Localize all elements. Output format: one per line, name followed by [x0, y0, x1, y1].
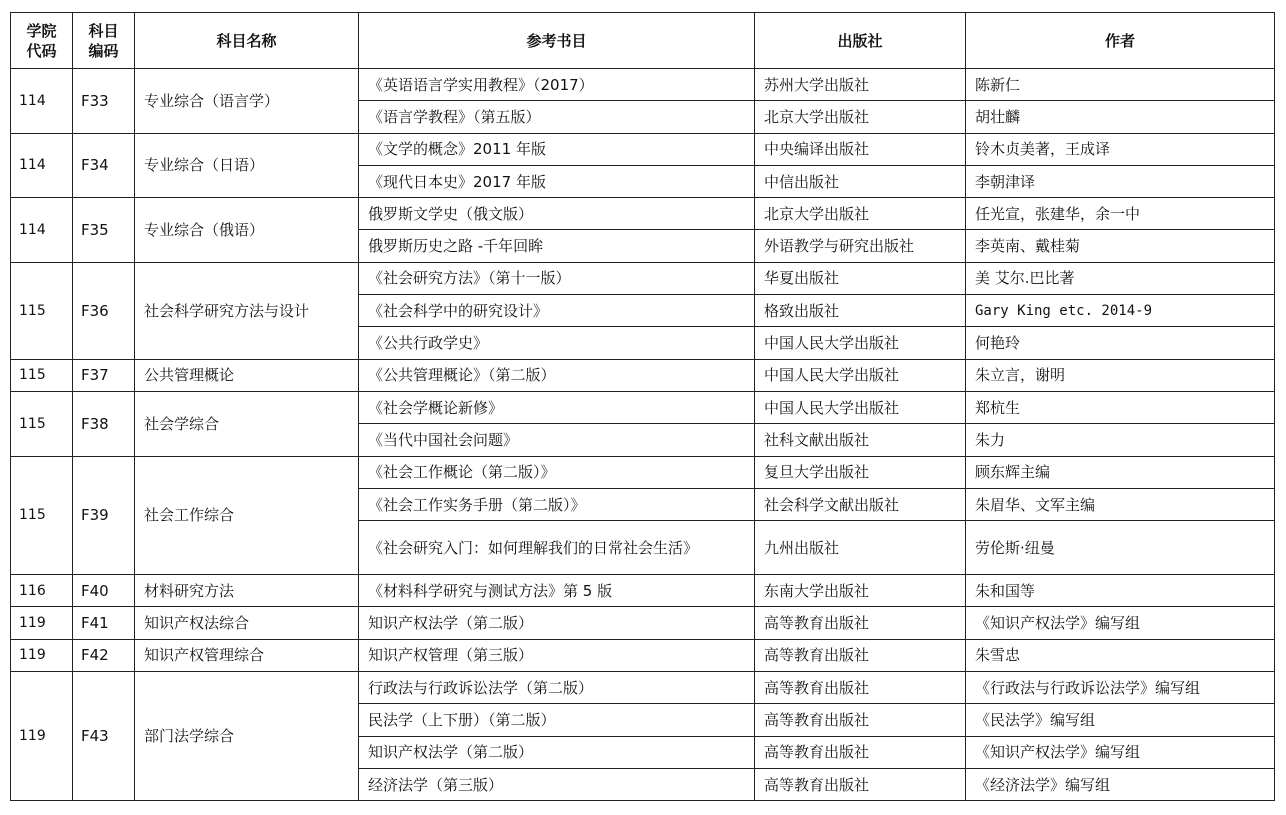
publisher-cell: 九州出版社 — [755, 521, 966, 575]
author-cell: 铃木贞美著，王成译 — [966, 133, 1275, 165]
subject-code-cell: F35 — [73, 198, 135, 263]
publisher-cell: 北京大学出版社 — [755, 101, 966, 133]
author-cell: 朱力 — [966, 424, 1275, 456]
author-cell: 《知识产权法学》编写组 — [966, 736, 1275, 768]
college-code-cell: 115 — [11, 359, 73, 391]
table-row — [11, 575, 1275, 607]
college-code-cell: 114 — [11, 69, 73, 134]
author-cell: 胡壮麟 — [966, 101, 1275, 133]
subject-name-cell: 社会工作综合 — [135, 456, 359, 575]
author-cell: 朱眉华、文军主编 — [966, 488, 1275, 520]
book-title-cell: 《语言学教程》（第五版） — [359, 101, 755, 133]
publisher-cell: 中信出版社 — [755, 165, 966, 197]
table-row — [11, 456, 1275, 488]
subject-code-cell: F43 — [73, 672, 135, 801]
table-row — [11, 198, 1275, 230]
publisher-cell: 中国人民大学出版社 — [755, 391, 966, 423]
author-cell: 劳伦斯·纽曼 — [966, 521, 1275, 575]
author-cell: 《行政法与行政诉讼法学》编写组 — [966, 672, 1275, 704]
table-body — [11, 69, 1275, 801]
subject-code-cell: F40 — [73, 575, 135, 607]
subject-name-cell: 知识产权管理综合 — [135, 639, 359, 671]
reference-books-table — [10, 12, 1275, 801]
book-title-cell: 《公共管理概论》（第二版） — [359, 359, 755, 391]
book-title-cell: 知识产权法学（第二版） — [359, 607, 755, 639]
table-row — [11, 672, 1275, 704]
book-title-cell: 《材料科学研究与测试方法》第 5 版 — [359, 575, 755, 607]
book-title-cell: 《公共行政学史》 — [359, 327, 755, 359]
publisher-cell: 高等教育出版社 — [755, 736, 966, 768]
book-title-cell: 知识产权管理（第三版） — [359, 639, 755, 671]
subject-name-cell: 专业综合（语言学） — [135, 69, 359, 134]
publisher-cell: 复旦大学出版社 — [755, 456, 966, 488]
subject-name-cell: 社会学综合 — [135, 391, 359, 456]
header-row — [11, 13, 1275, 69]
header-college-code: 学院 代码 — [11, 13, 73, 69]
subject-name-cell: 部门法学综合 — [135, 672, 359, 801]
author-cell: 《知识产权法学》编写组 — [966, 607, 1275, 639]
table-row — [11, 133, 1275, 165]
publisher-cell: 社科文献出版社 — [755, 424, 966, 456]
publisher-cell: 华夏出版社 — [755, 262, 966, 294]
publisher-cell: 外语教学与研究出版社 — [755, 230, 966, 262]
book-title-cell: 《英语语言学实用教程》（2017） — [359, 69, 755, 101]
book-title-cell: 俄罗斯文学史（俄文版） — [359, 198, 755, 230]
college-code-cell: 116 — [11, 575, 73, 607]
header-author: 作者 — [966, 13, 1275, 69]
book-title-cell: 《社会科学中的研究设计》 — [359, 295, 755, 327]
book-title-cell: 《社会工作概论（第二版）》 — [359, 456, 755, 488]
header-reference-books: 参考书目 — [359, 13, 755, 69]
college-code-cell: 119 — [11, 607, 73, 639]
publisher-cell: 中国人民大学出版社 — [755, 327, 966, 359]
subject-name-cell: 专业综合（日语） — [135, 133, 359, 198]
subject-name-cell: 公共管理概论 — [135, 359, 359, 391]
subject-name-cell: 材料研究方法 — [135, 575, 359, 607]
header-subject-name: 科目名称 — [135, 13, 359, 69]
book-title-cell: 《现代日本史》2017 年版 — [359, 165, 755, 197]
author-cell: 任光宣，张建华，余一中 — [966, 198, 1275, 230]
table-row — [11, 69, 1275, 101]
table-row — [11, 262, 1275, 294]
author-cell: 郑杭生 — [966, 391, 1275, 423]
publisher-cell: 高等教育出版社 — [755, 607, 966, 639]
book-title-cell: 《社会研究入门：如何理解我们的日常社会生活》 — [359, 521, 755, 575]
college-code-cell: 115 — [11, 391, 73, 456]
book-title-cell: 经济法学（第三版） — [359, 768, 755, 800]
publisher-cell: 苏州大学出版社 — [755, 69, 966, 101]
subject-code-cell: F42 — [73, 639, 135, 671]
book-title-cell: 俄罗斯历史之路 -千年回眸 — [359, 230, 755, 262]
subject-code-cell: F38 — [73, 391, 135, 456]
header-subject-code: 科目 编码 — [73, 13, 135, 69]
publisher-cell: 高等教育出版社 — [755, 768, 966, 800]
subject-code-cell: F36 — [73, 262, 135, 359]
author-cell: 《民法学》编写组 — [966, 704, 1275, 736]
book-title-cell: 行政法与行政诉讼法学（第二版） — [359, 672, 755, 704]
publisher-cell: 中央编译出版社 — [755, 133, 966, 165]
college-code-cell: 114 — [11, 133, 73, 198]
subject-code-cell: F33 — [73, 69, 135, 134]
college-code-cell: 119 — [11, 639, 73, 671]
table-row — [11, 391, 1275, 423]
author-cell: 何艳玲 — [966, 327, 1275, 359]
author-cell: Gary King etc. 2014-9 — [966, 295, 1275, 327]
publisher-cell: 高等教育出版社 — [755, 672, 966, 704]
publisher-cell: 中国人民大学出版社 — [755, 359, 966, 391]
subject-code-cell: F39 — [73, 456, 135, 575]
subject-code-cell: F41 — [73, 607, 135, 639]
book-title-cell: 《社会研究方法》（第十一版） — [359, 262, 755, 294]
author-cell: 朱立言，谢明 — [966, 359, 1275, 391]
author-cell: 顾东辉主编 — [966, 456, 1275, 488]
subject-code-cell: F37 — [73, 359, 135, 391]
book-title-cell: 《当代中国社会问题》 — [359, 424, 755, 456]
college-code-cell: 115 — [11, 262, 73, 359]
college-code-cell: 114 — [11, 198, 73, 263]
author-cell: 李英南、戴桂菊 — [966, 230, 1275, 262]
author-cell: 美 艾尔.巴比著 — [966, 262, 1275, 294]
author-cell: 朱和国等 — [966, 575, 1275, 607]
book-title-cell: 《社会学概论新修》 — [359, 391, 755, 423]
subject-name-cell: 专业综合（俄语） — [135, 198, 359, 263]
author-cell: 李朝津译 — [966, 165, 1275, 197]
author-cell: 陈新仁 — [966, 69, 1275, 101]
author-cell: 《经济法学》编写组 — [966, 768, 1275, 800]
college-code-cell: 119 — [11, 672, 73, 801]
publisher-cell: 北京大学出版社 — [755, 198, 966, 230]
book-title-cell: 《文学的概念》2011 年版 — [359, 133, 755, 165]
publisher-cell: 东南大学出版社 — [755, 575, 966, 607]
subject-name-cell: 社会科学研究方法与设计 — [135, 262, 359, 359]
publisher-cell: 社会科学文献出版社 — [755, 488, 966, 520]
header-publisher: 出版社 — [755, 13, 966, 69]
publisher-cell: 高等教育出版社 — [755, 704, 966, 736]
table-row — [11, 359, 1275, 391]
subject-code-cell: F34 — [73, 133, 135, 198]
book-title-cell: 民法学（上下册）（第二版） — [359, 704, 755, 736]
author-cell: 朱雪忠 — [966, 639, 1275, 671]
publisher-cell: 格致出版社 — [755, 295, 966, 327]
table-row — [11, 607, 1275, 639]
table-row — [11, 639, 1275, 671]
publisher-cell: 高等教育出版社 — [755, 639, 966, 671]
college-code-cell: 115 — [11, 456, 73, 575]
book-title-cell: 《社会工作实务手册（第二版）》 — [359, 488, 755, 520]
subject-name-cell: 知识产权法综合 — [135, 607, 359, 639]
book-title-cell: 知识产权法学（第二版） — [359, 736, 755, 768]
